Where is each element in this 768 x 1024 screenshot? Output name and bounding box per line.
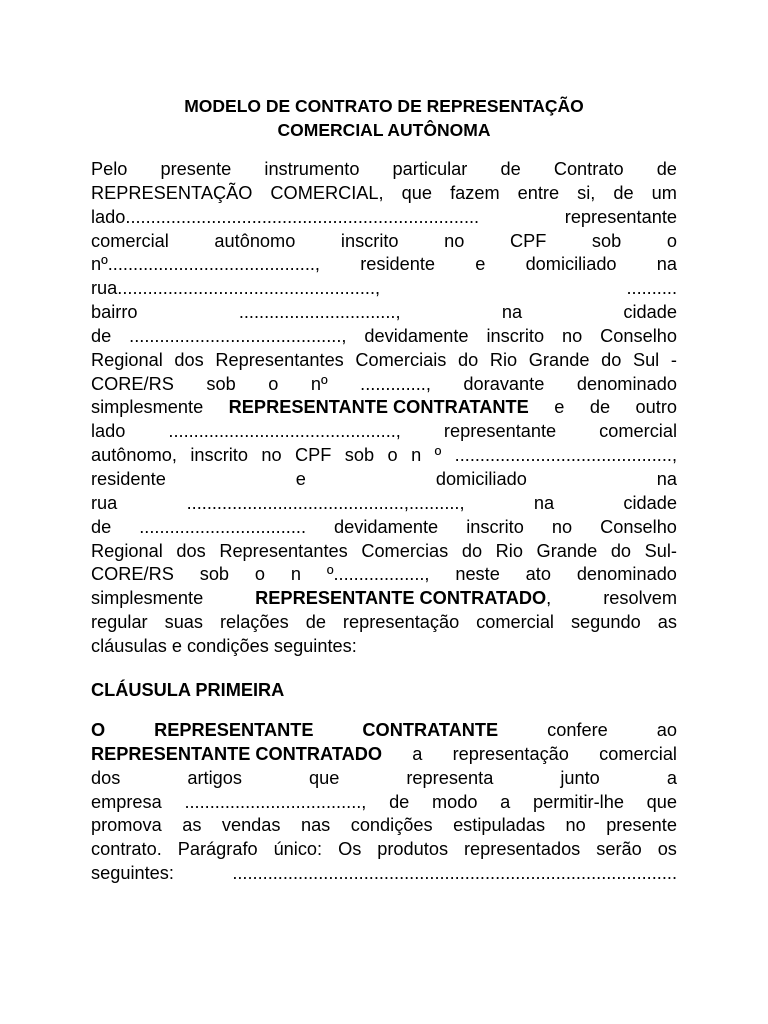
word: do [601, 349, 622, 370]
word: º [434, 445, 442, 466]
word: o [666, 230, 677, 251]
word: ato [525, 564, 551, 585]
word: de [656, 159, 677, 179]
document-title [91, 94, 677, 142]
text-line [91, 468, 677, 492]
word: cidade [623, 492, 677, 513]
word: o [254, 564, 266, 585]
word: bairro [91, 302, 138, 323]
word: doravante [463, 373, 545, 394]
word: vendas [221, 815, 281, 836]
text-line [91, 791, 677, 815]
word: inscrito [466, 516, 524, 537]
word: º.................., [326, 564, 430, 585]
word: , [546, 588, 552, 609]
word: rua..................................................., [91, 278, 381, 299]
text-line [91, 540, 677, 564]
word: na [656, 468, 677, 489]
word: nº [310, 373, 328, 394]
word: inscrito [190, 445, 248, 466]
word: no [561, 325, 583, 346]
word: a [500, 791, 511, 812]
word: devidamente [334, 516, 439, 537]
word: REPRESENTAÇÃO [91, 182, 253, 203]
text-line [91, 420, 677, 444]
text-line [91, 611, 677, 635]
word: CORE/RS [91, 373, 174, 394]
word: representação [342, 612, 460, 633]
word: que [401, 182, 433, 203]
word: Contrato [553, 159, 624, 179]
word: as [657, 612, 677, 633]
word: relações [219, 612, 289, 633]
word: de [305, 612, 326, 633]
word: promova [91, 815, 162, 836]
word: cláusulas [91, 635, 167, 656]
word: produtos [377, 839, 449, 860]
text-line [91, 767, 677, 791]
text-line [91, 516, 677, 540]
word: - [670, 349, 677, 370]
text-line [91, 349, 677, 373]
text-line [91, 492, 677, 516]
text-line [91, 325, 677, 349]
word: residente [91, 468, 166, 489]
text-line [91, 862, 677, 886]
word: .........................................., [129, 325, 347, 346]
word: devidamente [364, 325, 469, 346]
word: dos [91, 767, 121, 788]
word: Conselho [600, 325, 677, 346]
title-line-2: COMERCIAL AUTÔNOMA [277, 120, 491, 140]
word: suas [164, 612, 204, 633]
word: comercial [476, 612, 554, 633]
word: o [387, 445, 398, 466]
word: na [501, 302, 523, 323]
word: resolvem [603, 588, 677, 609]
word: e [475, 254, 486, 275]
word: de [589, 397, 611, 418]
word: Sul [632, 349, 660, 370]
text-line [91, 277, 677, 301]
word: sob [591, 230, 622, 251]
text-line [91, 206, 677, 230]
text-line [91, 814, 677, 838]
word: no [565, 815, 586, 836]
word: confere [547, 720, 608, 740]
word: representa [406, 767, 494, 788]
word: que [646, 791, 677, 812]
text-line [91, 444, 677, 468]
text-line [91, 301, 677, 325]
word: autônomo, [91, 445, 177, 466]
word: particular [392, 159, 468, 179]
word: e [554, 397, 565, 418]
word: condições [350, 815, 433, 836]
title-line-1: MODELO DE CONTRATO DE REPRESENTAÇÃO [184, 96, 584, 116]
word: Regional [91, 540, 163, 561]
word: entre [517, 182, 560, 203]
word: no [444, 230, 465, 251]
word: estipuladas [453, 815, 546, 836]
word: único: [273, 839, 323, 860]
word: ..........................................., [454, 445, 677, 466]
paragraph-parties [91, 158, 677, 659]
word: seguintes: [273, 635, 357, 656]
word: CPF [509, 230, 547, 251]
word: na [656, 254, 677, 275]
word: inscrito [340, 230, 399, 251]
word: ..................................., [184, 791, 367, 812]
word: lado [91, 421, 126, 442]
word: autônomo [214, 230, 296, 251]
word: artigos [187, 767, 242, 788]
word: contrato. [91, 839, 162, 860]
word: comercial [599, 421, 677, 442]
text-line [91, 373, 677, 397]
word: rua [91, 492, 118, 513]
word: na [533, 492, 555, 513]
word: Rio [489, 349, 518, 370]
text-line [91, 253, 677, 277]
word: ..............................., [238, 302, 401, 323]
word: REPRESENTANTE CONTRATADO [255, 588, 547, 609]
word: REPRESENTANTE [154, 720, 314, 740]
word: no [261, 445, 282, 466]
word: sob [206, 373, 236, 394]
word: ao [656, 720, 677, 740]
word: regular [91, 612, 148, 633]
word: Regional [91, 349, 163, 370]
text-line [91, 230, 677, 254]
text-line [91, 158, 677, 182]
word: de [613, 182, 634, 203]
word: empresa [91, 791, 162, 812]
word: Grande [536, 540, 598, 561]
word: as [182, 815, 202, 836]
word: n [290, 564, 301, 585]
word: ............., [360, 373, 431, 394]
word: Conselho [600, 516, 677, 537]
word: e [295, 468, 306, 489]
word: representados [464, 839, 581, 860]
word: os [657, 839, 677, 860]
word: Sul- [644, 540, 677, 561]
word: de [91, 516, 112, 537]
word: Parágrafo [177, 839, 258, 860]
word: CONTRATANTE [362, 720, 499, 740]
word: no [551, 516, 573, 537]
word: lado...................................................................... [91, 206, 480, 227]
word: sob [199, 564, 230, 585]
word: Rio [495, 540, 523, 561]
word: do [461, 540, 483, 561]
word: neste [455, 564, 500, 585]
word: CPF [295, 445, 332, 466]
word: residente [360, 254, 436, 275]
word: denominado [576, 564, 677, 585]
word: domiciliado [525, 254, 617, 275]
word: COMERCIAL, [270, 182, 384, 203]
word: ................................. [139, 516, 307, 537]
word: domiciliado [435, 468, 527, 489]
word: Representantes [215, 349, 344, 370]
word: Os [338, 839, 362, 860]
word: Pelo [91, 159, 128, 179]
word: .......... [626, 278, 677, 299]
word: de [389, 791, 410, 812]
word: cidade [623, 302, 677, 323]
word: instrumento [264, 159, 360, 179]
word: O [91, 720, 106, 740]
word: Representantes [219, 540, 348, 561]
text-line [91, 838, 677, 862]
word: Comerciais [355, 349, 447, 370]
word: de [91, 325, 112, 346]
word: ............................................., [168, 421, 401, 442]
word: fazem [450, 182, 500, 203]
word: CORE/RS [91, 564, 174, 585]
word: um [651, 182, 677, 203]
text-line [91, 182, 677, 206]
text-line [91, 396, 677, 420]
text-line [91, 719, 677, 743]
word: seguintes: [91, 863, 174, 884]
word: comercial [599, 743, 677, 764]
word: sob [344, 445, 375, 466]
word: ...........................................,.........., [186, 492, 465, 513]
text-line [91, 563, 677, 587]
word: a [412, 743, 423, 764]
word: n [411, 445, 422, 466]
word: simplesmente [91, 397, 204, 418]
word: do [458, 349, 479, 370]
word: segundo [570, 612, 641, 633]
word: nº........................................., [91, 254, 320, 275]
word: outro [635, 397, 677, 418]
word: representante [564, 206, 677, 227]
word: denominado [576, 373, 677, 394]
word: si, [577, 182, 596, 203]
word: o [268, 373, 279, 394]
word: junto [560, 767, 600, 788]
word: e [171, 635, 182, 656]
word: presente [606, 815, 677, 836]
word: representante [443, 421, 557, 442]
text-line [91, 635, 677, 659]
word: comercial [91, 230, 169, 251]
word: REPRESENTANTE CONTRATADO [91, 743, 382, 764]
bold-term-with-comma [255, 587, 551, 611]
text-line [91, 587, 677, 611]
word: de [500, 159, 521, 179]
word: nas [300, 815, 331, 836]
word: ........................................................................................ [232, 863, 677, 884]
word: Grande [528, 349, 590, 370]
word: do [610, 540, 632, 561]
word: modo [431, 791, 478, 812]
word: dos [174, 349, 204, 370]
word: simplesmente [91, 588, 204, 609]
text-line [91, 743, 677, 767]
word: Comercias [361, 540, 449, 561]
word: dos [176, 540, 206, 561]
word: permitir-lhe [532, 791, 624, 812]
word: presente [160, 159, 232, 179]
word: REPRESENTANTE CONTRATANTE [228, 397, 529, 418]
word: condições [186, 635, 269, 656]
clause-heading: CLÁUSULA PRIMEIRA [91, 680, 285, 700]
word: que [308, 767, 340, 788]
paragraph-clause-one [91, 719, 677, 886]
word: serão [596, 839, 642, 860]
word: representação [452, 743, 569, 764]
word: inscrito [486, 325, 545, 346]
word: a [666, 767, 677, 788]
